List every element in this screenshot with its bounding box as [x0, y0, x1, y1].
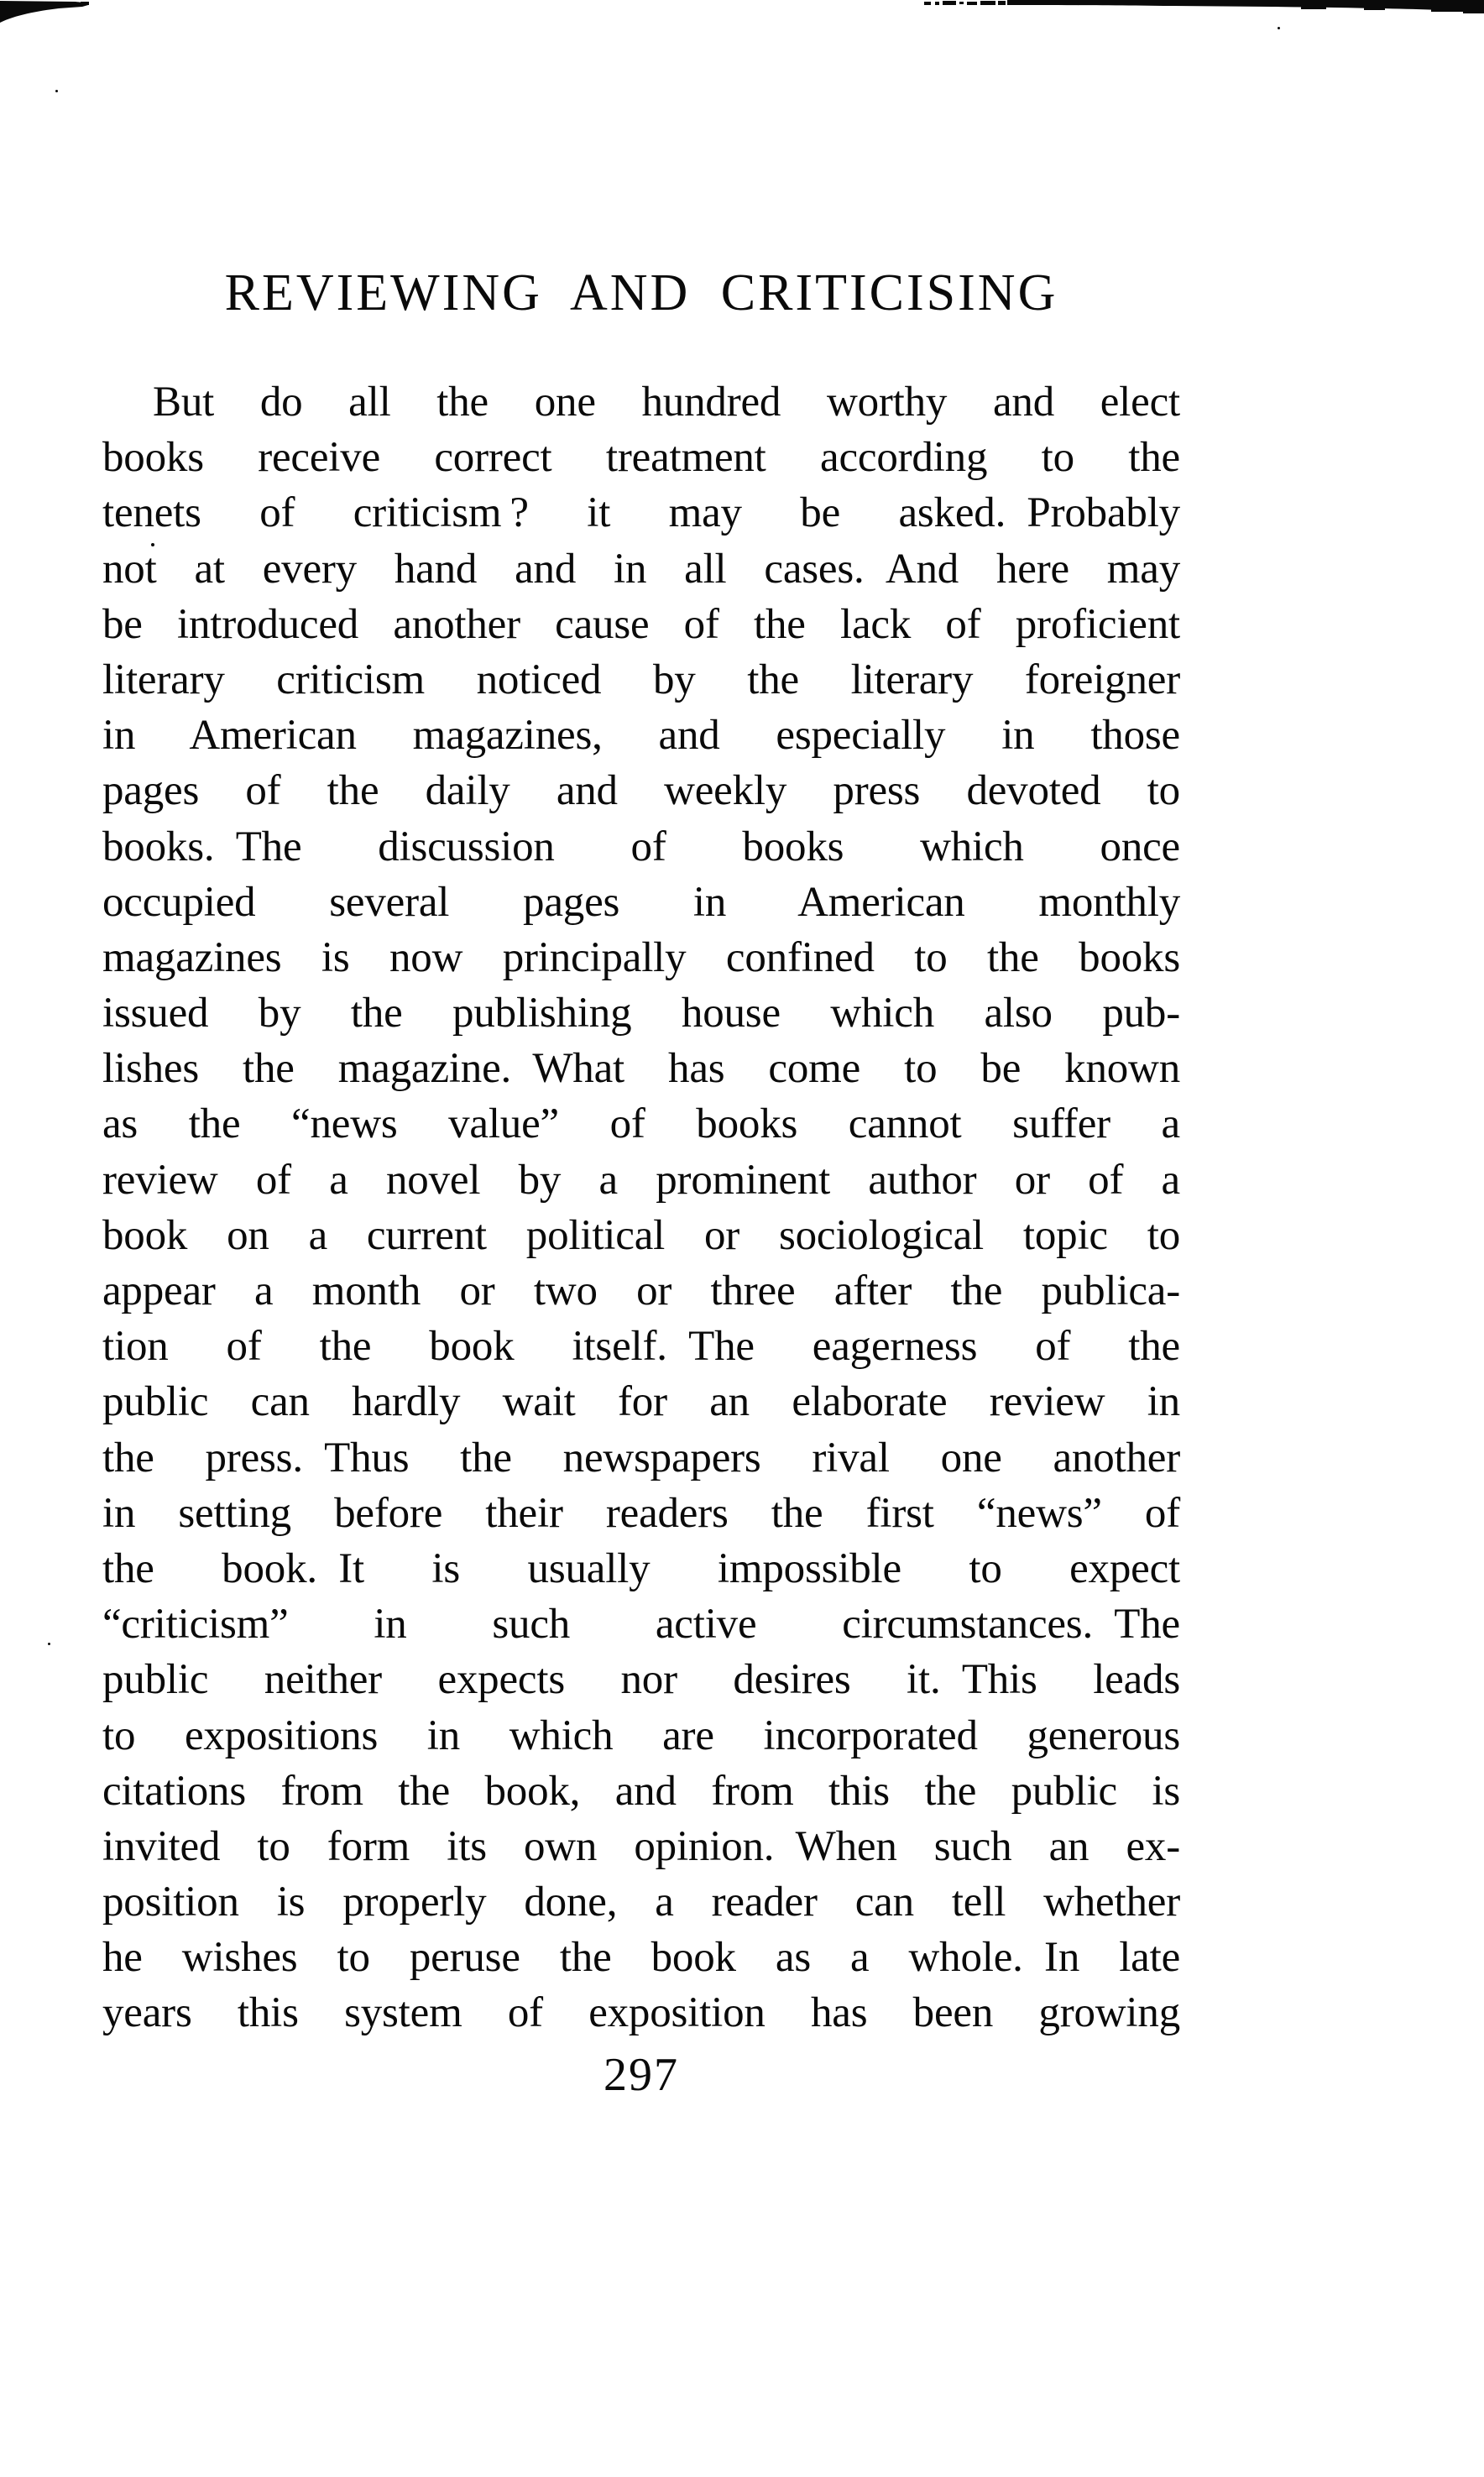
- scan-speck: [1278, 27, 1280, 29]
- scan-speck: [48, 1643, 50, 1645]
- body-text-line: books. The discussion of books which once: [102, 823, 1180, 870]
- scan-smudge-top-left-icon: [0, 0, 118, 34]
- body-text-line: to expositions in which are incorporated generous: [102, 1711, 1180, 1759]
- body-text-line: in setting before their readers the first “news” of: [102, 1489, 1180, 1537]
- body-text: [102, 374, 1180, 2041]
- page-number: 297: [604, 2049, 679, 2101]
- body-text-line: magazines is now principally confined to the books: [102, 933, 1180, 981]
- body-text-line: the press. Thus the newspapers rival one another: [102, 1434, 1180, 1481]
- body-text-line: pages of the daily and weekly press devoted to: [102, 767, 1180, 815]
- body-text-line: not at every hand and in all cases. And here may: [102, 545, 1180, 593]
- body-text-line: the book. It is usually impossible to expect: [102, 1544, 1180, 1592]
- body-text-line: he wishes to peruse the book as a whole. In late: [102, 1934, 1180, 1982]
- body-text-line: occupied several pages in American monthly: [102, 878, 1180, 926]
- body-text-line: books receive correct treatment according to the: [102, 434, 1180, 482]
- scan-speck: [55, 90, 58, 92]
- body-text-line: position is properly done, a reader can tell whether: [102, 1879, 1180, 1926]
- body-text-line: lishes the magazine. What has come to be known: [102, 1045, 1180, 1093]
- body-text-line: citations from the book, and from this the public is: [102, 1767, 1180, 1815]
- body-text-line: book on a current political or sociological topic to: [102, 1211, 1180, 1259]
- body-text-line: public neither expects nor desires it. This leads: [102, 1656, 1180, 1704]
- body-text-line: tenets of criticism ? it may be asked. Probably: [102, 489, 1180, 537]
- page-heading: REVIEWING AND CRITICISING: [224, 264, 1058, 321]
- body-text-line: in American magazines, and especially in those: [102, 712, 1180, 760]
- body-text-line: issued by the publishing house which also pub-: [102, 990, 1180, 1037]
- body-text-line: But do all the one hundred worthy and elect: [153, 379, 1180, 426]
- body-text-line: as the “news value” of books cannot suffer a: [102, 1100, 1180, 1148]
- body-text-line: literary criticism noticed by the literary foreigner: [102, 656, 1180, 703]
- body-text-line: years this system of exposition has been growing: [102, 1989, 1180, 2037]
- body-text-line: be introduced another cause of the lack of proficient: [102, 600, 1180, 648]
- body-text-line: tion of the book itself. The eagerness of the: [102, 1323, 1180, 1371]
- scan-edge-line-top-right-icon: [919, 0, 1484, 25]
- body-text-line: review of a novel by a prominent author or of a: [102, 1156, 1180, 1204]
- body-text-line: public can hardly wait for an elaborate review in: [102, 1378, 1180, 1426]
- body-text-line: “criticism” in such active circumstances. The: [102, 1601, 1180, 1649]
- body-text-line: invited to form its own opinion. When such an ex-: [102, 1822, 1180, 1870]
- body-text-line: appear a month or two or three after the publica-: [102, 1267, 1180, 1314]
